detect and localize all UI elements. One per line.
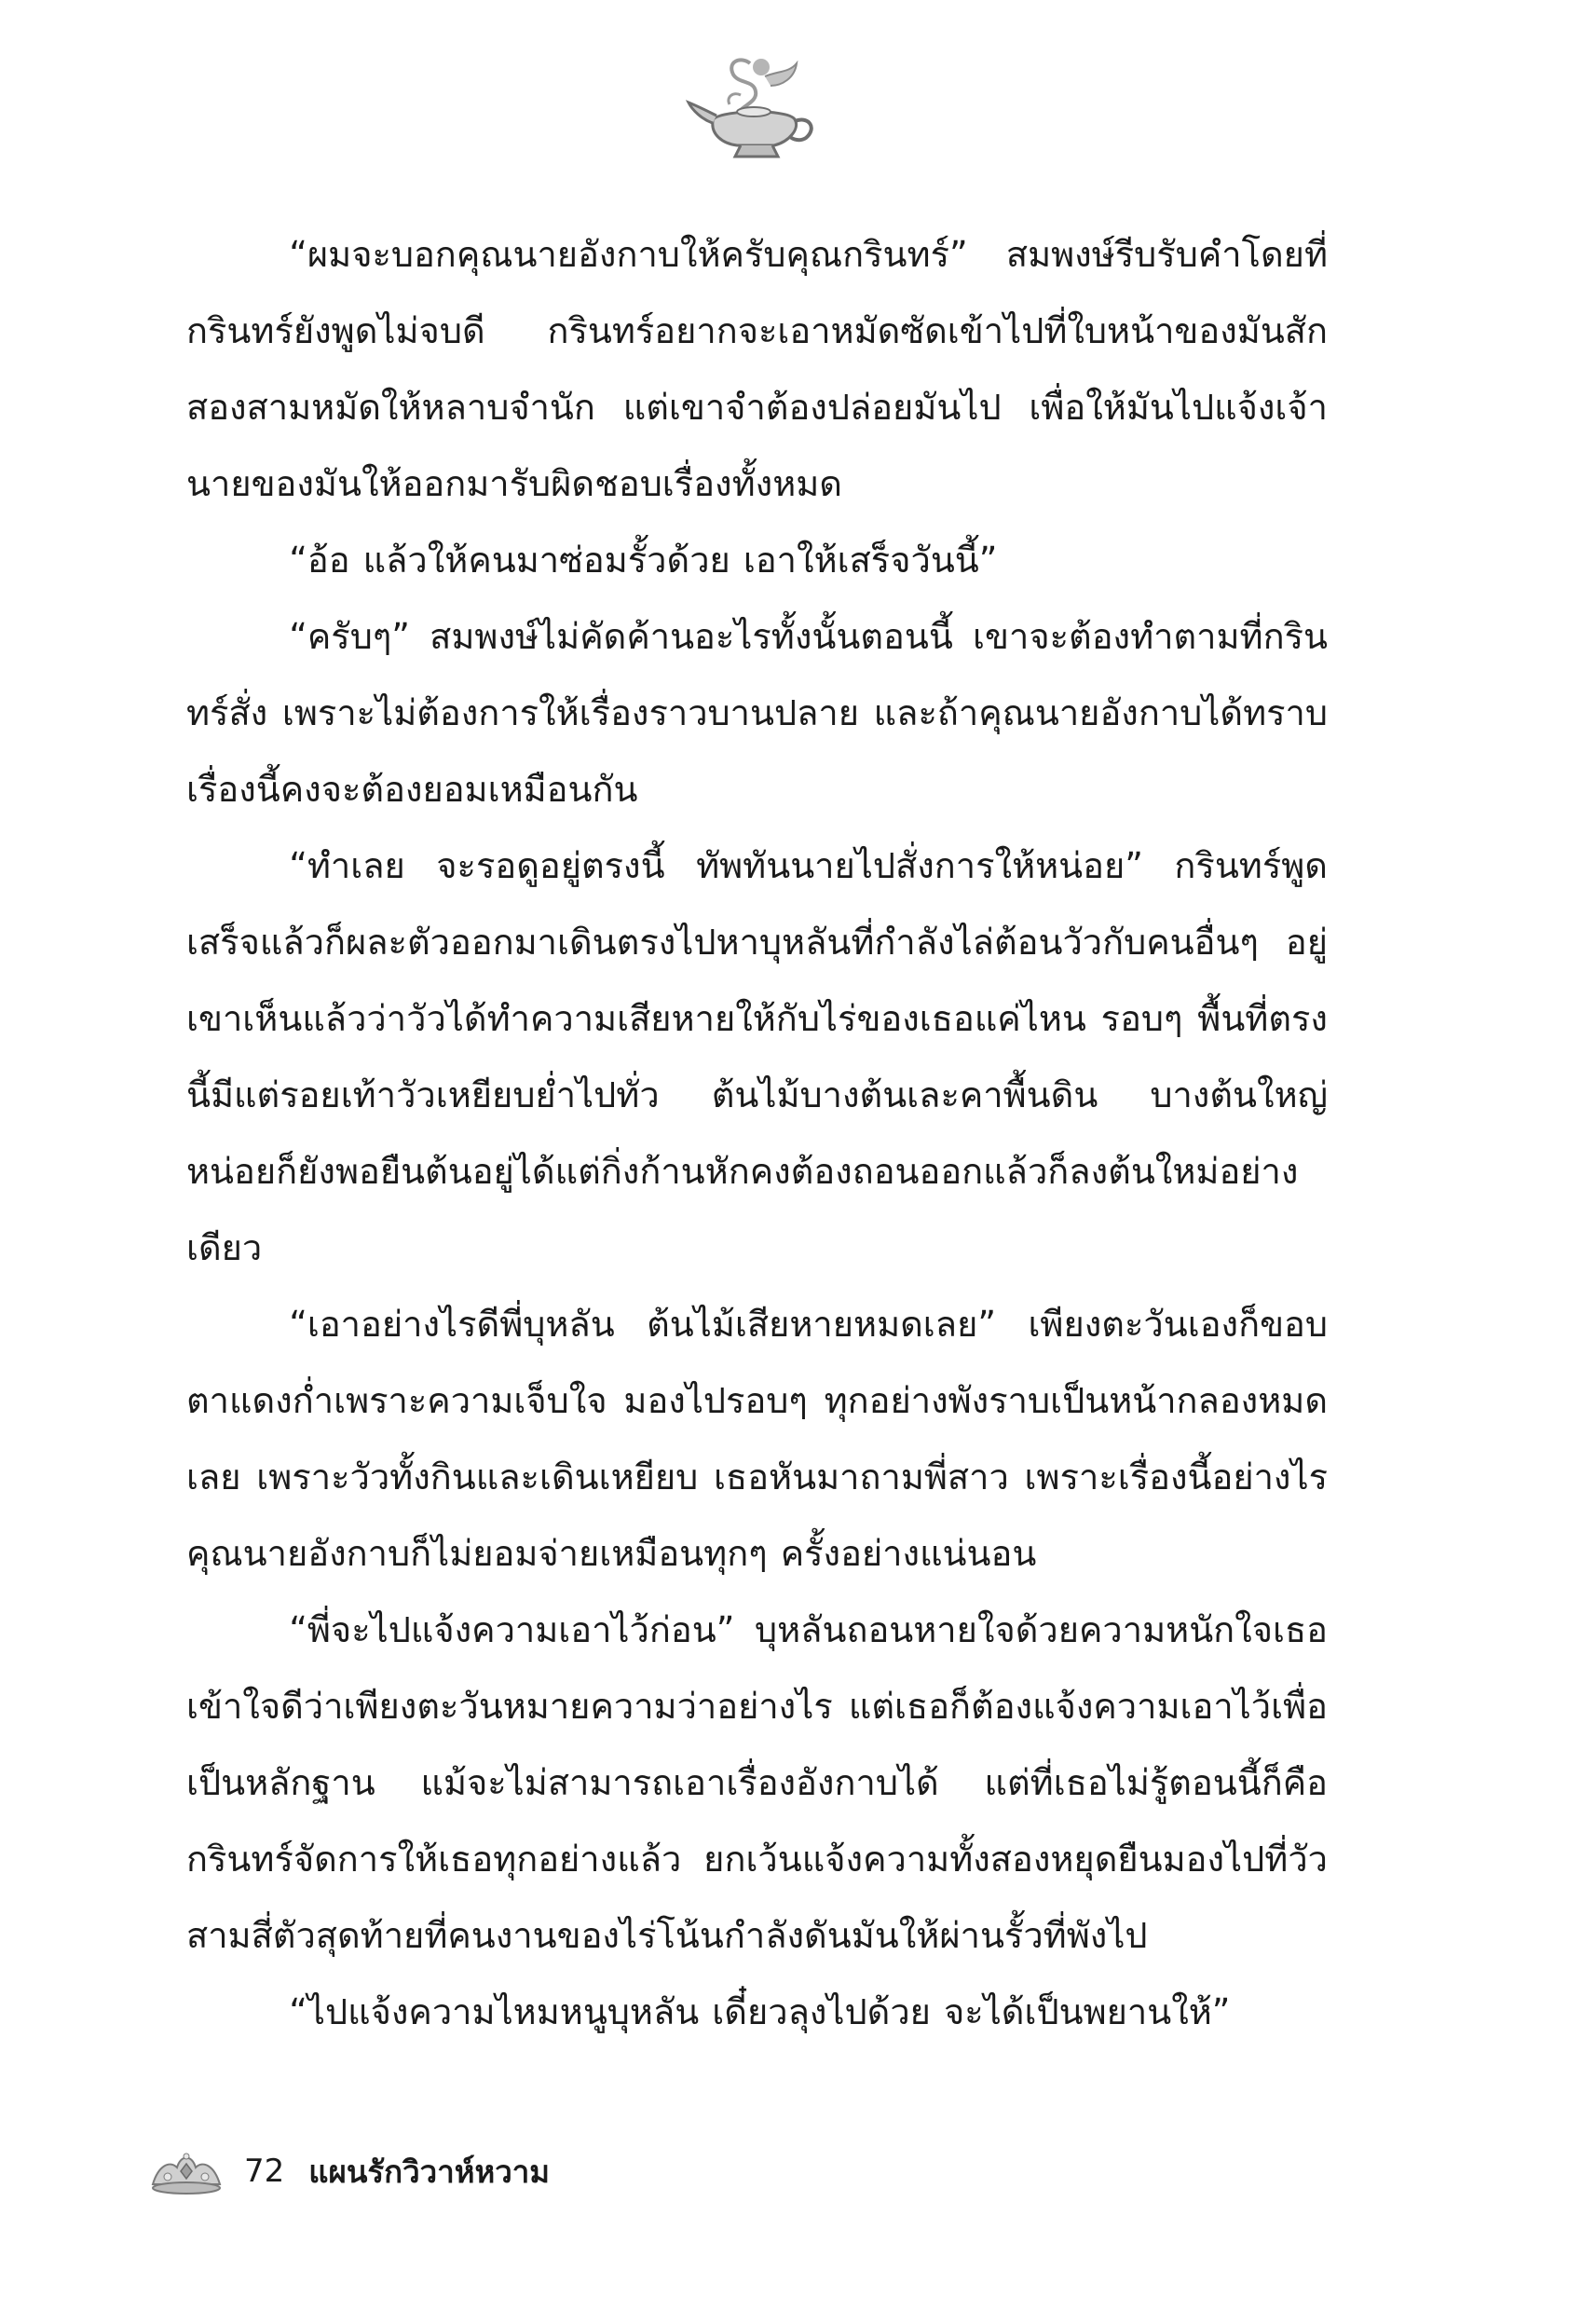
paragraph: “ไปแจ้งความไหมหนูบุหลัน เดี๋ยวลุงไปด้วย จะได้เป็นพยานให้” (289, 1991, 1231, 2032)
paragraph: “ผมจะบอกคุณนายอังกาบให้ครับคุณกรินทร์” สมพงษ์รีบรับคำโดยที่กรินทร์ยังพูดไม่จบดี กรินทร์อยากจะเอาหมัดซัดเข้าไปที่ใบหน้าของมันสักสองสามหมัดให้หลาบจำนัก แต่เขาจำต้องปล่อยมันไป เพื่อให้มันไปแจ้งเจ้านายของมันให้ออกมารับผิดชอบเรื่องทั้งหมด (186, 234, 1328, 504)
genie-lamp-icon (685, 54, 825, 164)
page-number: 72 (244, 2153, 285, 2190)
paragraph: “ครับๆ” สมพงษ์ไม่คัดค้านอะไรทั้งนั้นตอนนี้ เขาจะต้องทำตามที่กรินทร์สั่ง เพราะไม่ต้องการให้เรื่องราวบานปลาย และถ้าคุณนายอังกาบได้ทราบเรื่องนี้คงจะต้องยอมเหมือนกัน (186, 616, 1328, 810)
body-text (186, 216, 1328, 2050)
paragraph: “พี่จะไปแจ้งความเอาไว้ก่อน” บุหลันถอนหายใจด้วยความหนักใจเธอเข้าใจดีว่าเพียงตะวันหมายความว่าอย่างไร แต่เธอก็ต้องแจ้งความเอาไว้เพื่อเป็นหลักฐาน แม้จะไม่สามารถเอาเรื่องอังกาบได้ แต่ที่เธอไม่รู้ตอนนี้ก็คือกรินทร์จัดการให้เธอทุกอย่างแล้ว ยกเว้นแจ้งความทั้งสองหยุดยืนมองไปที่วัวสามสี่ตัวสุดท้ายที่คนงานของไร่โน้นกำลังดันมันให้ผ่านรั้วที่พังไป (186, 1609, 1328, 1956)
tiara-icon (149, 2147, 224, 2195)
book-title: แผนรักวิวาห์หวาม (308, 2153, 551, 2190)
page-footer (149, 2143, 550, 2199)
paragraph: “เอาอย่างไรดีพี่บุหลัน ต้นไม้เสียหายหมดเลย” เพียงตะวันเองก็ขอบตาแดงก่ำเพราะความเจ็บใจ มองไปรอบๆ ทุกอย่างพังราบเป็นหน้ากลองหมดเลย เพราะวัวทั้งกินและเดินเหยียบ เธอหันมาถามพี่สาว เพราะเรื่องนี้อย่างไรคุณนายอังกาบก็ไม่ยอมจ่ายเหมือนทุกๆ ครั้งอย่างแน่นอน (186, 1304, 1328, 1574)
paragraph: “อ้อ แล้วให้คนมาซ่อมรั้วด้วย เอาให้เสร็จวันนี้” (289, 540, 998, 581)
paragraph: “ทำเลย จะรอดูอยู่ตรงนี้ ทัพทันนายไปสั่งการให้หน่อย” กรินทร์พูดเสร็จแล้วก็ผละตัวออกมาเดินตรงไปหาบุหลันที่กำลังไล่ต้อนวัวกับคนอื่นๆ อยู่ เขาเห็นแล้วว่าวัวได้ทำความเสียหายให้กับไร่ของเธอแค่ไหน รอบๆ พื้นที่ตรงนี้มีแต่รอยเท้าวัวเหยียบย่ำไปทั่ว ต้นไม้บางต้นเละคาพื้นดิน บางต้นใหญ่หน่อยก็ยังพอยืนต้นอยู่ได้แต่กิ่งก้านหักคงต้องถอนออกแล้วก็ลงต้นใหม่อย่างเดียว (186, 845, 1328, 1268)
